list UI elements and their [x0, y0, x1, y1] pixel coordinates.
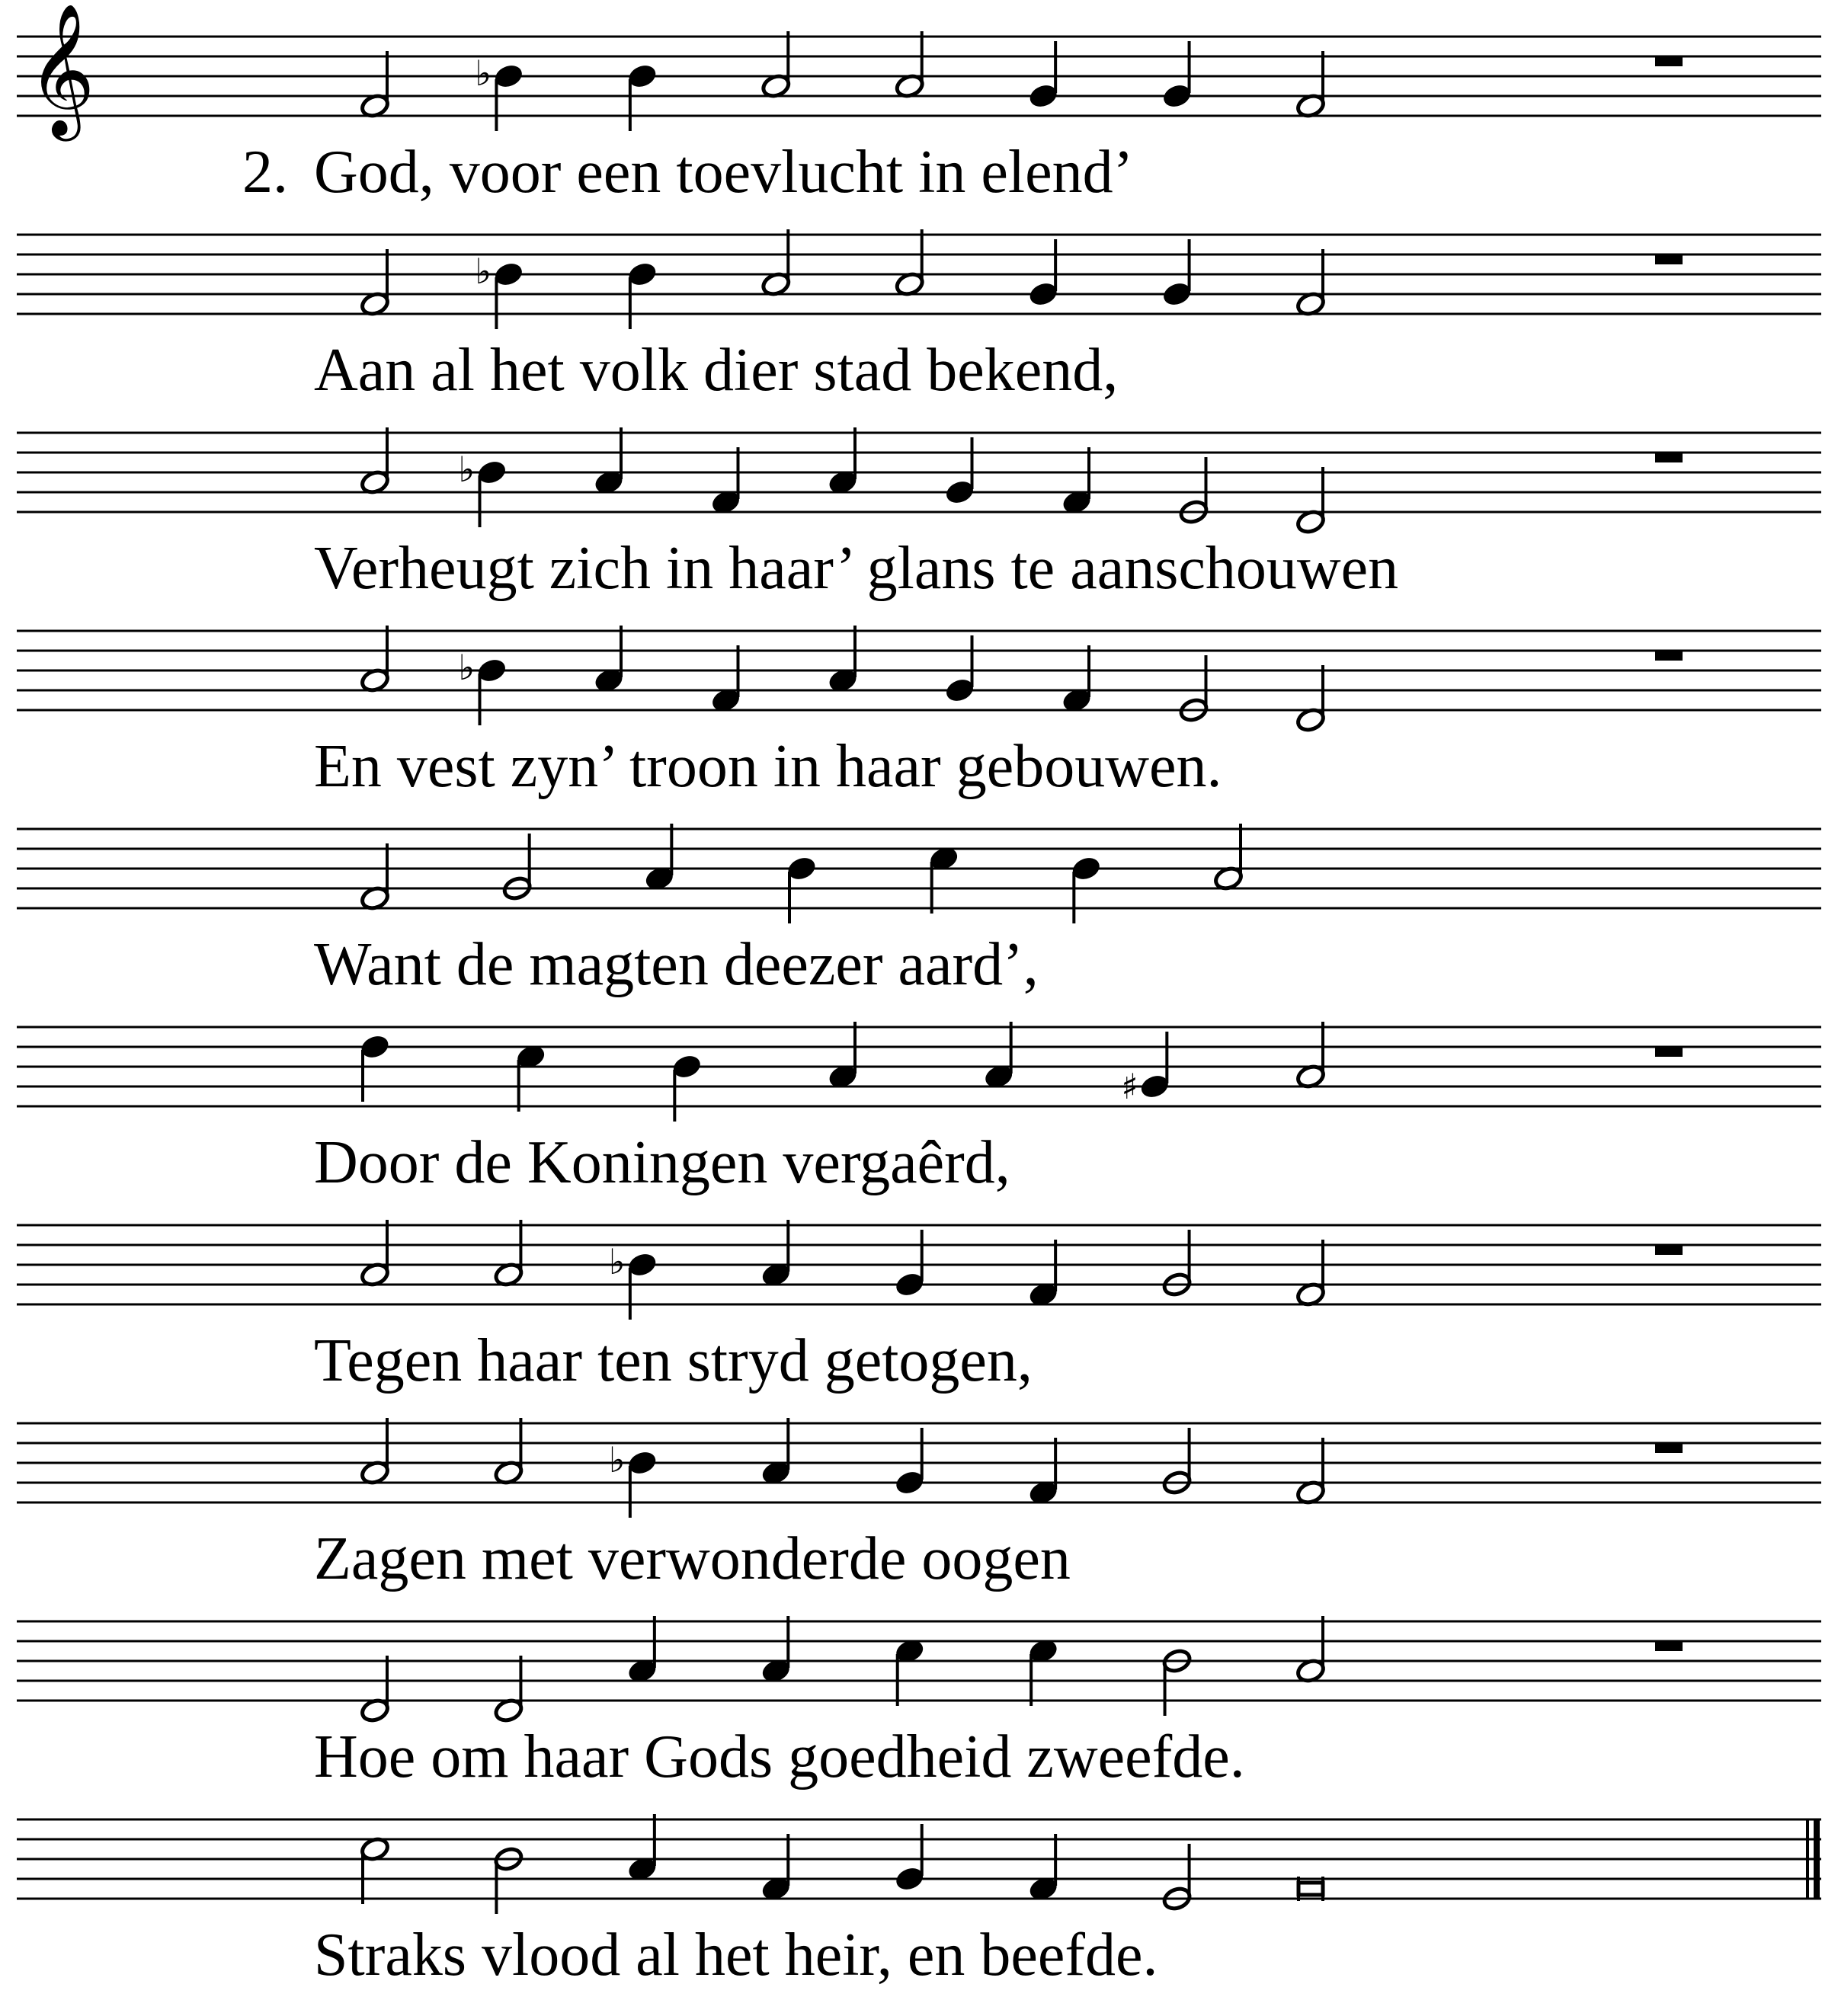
note	[828, 427, 859, 495]
staff-system	[17, 626, 1821, 800]
flat-icon: ♭	[458, 647, 476, 688]
staff-system	[17, 1616, 1821, 1790]
note	[760, 1616, 792, 1684]
half-rest-icon	[1655, 1245, 1683, 1255]
note	[710, 447, 741, 515]
lyric-line: Zagen met verwonderde oogen	[314, 1525, 1071, 1592]
half-rest-icon	[1655, 651, 1683, 661]
note	[493, 1220, 524, 1288]
lyric-line: Hoe om haar Gods goedheid zweefde.	[314, 1723, 1245, 1790]
note	[1295, 467, 1327, 535]
staff-system	[17, 1418, 1821, 1592]
lyric-line: God, voor een toevlucht in elend’	[314, 139, 1134, 206]
note	[1028, 1240, 1059, 1307]
half-rest-icon	[1655, 1047, 1683, 1057]
note	[1295, 665, 1327, 733]
staff-system	[17, 824, 1821, 998]
note	[493, 1656, 524, 1723]
note	[828, 626, 859, 693]
note	[360, 626, 391, 693]
note	[760, 1418, 792, 1486]
note	[644, 824, 675, 891]
note	[360, 1418, 391, 1486]
note	[1121, 1032, 1170, 1107]
staff-system	[17, 229, 1821, 404]
staff-system	[17, 3, 1821, 206]
half-rest-icon	[1655, 1443, 1683, 1453]
note	[760, 1220, 792, 1288]
note	[1295, 1438, 1327, 1506]
note	[760, 31, 792, 99]
note	[1295, 249, 1327, 317]
note	[493, 1418, 524, 1486]
note	[459, 647, 508, 725]
lyric-line: Tegen haar ten stryd getogen,	[314, 1327, 1033, 1394]
flat-icon: ♭	[475, 251, 492, 292]
note	[828, 1022, 859, 1090]
note	[1028, 1638, 1059, 1706]
note	[459, 449, 508, 527]
half-rest-icon	[1655, 56, 1683, 66]
note	[627, 1616, 658, 1684]
note	[710, 645, 741, 713]
half-rest-icon	[1655, 254, 1683, 264]
note	[360, 249, 391, 317]
note	[894, 1638, 925, 1706]
note	[1298, 1877, 1323, 1901]
note	[594, 427, 625, 495]
staff-system	[17, 1814, 1821, 1989]
treble-clef-icon: 𝄞	[27, 3, 95, 136]
note	[627, 1814, 658, 1882]
flat-icon: ♭	[608, 1241, 626, 1282]
note	[594, 626, 625, 693]
note	[1028, 1834, 1059, 1902]
note	[928, 846, 959, 914]
note	[1295, 1022, 1327, 1090]
flat-icon: ♭	[475, 53, 492, 94]
flat-icon: ♭	[608, 1439, 626, 1480]
note	[760, 1834, 792, 1902]
note	[1061, 447, 1093, 515]
note	[760, 229, 792, 297]
note	[1061, 645, 1093, 713]
verse-number: 2.	[242, 139, 288, 206]
note	[360, 1220, 391, 1288]
note	[894, 31, 925, 99]
note	[1028, 1438, 1059, 1506]
note	[1295, 51, 1327, 119]
lyric-line: Door de Koningen vergaêrd,	[314, 1129, 1010, 1196]
note	[360, 427, 391, 495]
note	[894, 229, 925, 297]
lyric-line: Straks vlood al het heir, en beefde.	[314, 1922, 1158, 1989]
half-rest-icon	[1655, 1641, 1683, 1651]
staff-system	[17, 427, 1821, 602]
staff-system	[17, 1220, 1821, 1394]
flat-icon: ♭	[458, 449, 476, 490]
lyric-line: Want de magten deezer aard’,	[314, 931, 1039, 998]
lyric-line: Aan al het volk dier stad bekend,	[314, 337, 1119, 404]
note	[475, 53, 524, 131]
lyric-line: Verheugt zich in haar’ glans te aanschouwen	[314, 535, 1399, 602]
note	[609, 1241, 658, 1320]
note	[609, 1439, 658, 1518]
note	[360, 1656, 391, 1723]
note	[1213, 824, 1244, 891]
note	[360, 1836, 391, 1904]
staff-system	[17, 1022, 1821, 1196]
lyric-line: En vest zyn’ troon in haar gebouwen.	[314, 733, 1222, 800]
note	[515, 1044, 546, 1112]
note	[475, 251, 524, 329]
note	[1295, 1240, 1327, 1307]
sharp-icon: ♯	[1121, 1066, 1138, 1107]
half-rest-icon	[1655, 453, 1683, 462]
note	[360, 51, 391, 119]
note	[983, 1022, 1014, 1090]
breve-notehead	[1298, 1883, 1323, 1895]
note	[360, 843, 391, 911]
note	[1295, 1616, 1327, 1684]
